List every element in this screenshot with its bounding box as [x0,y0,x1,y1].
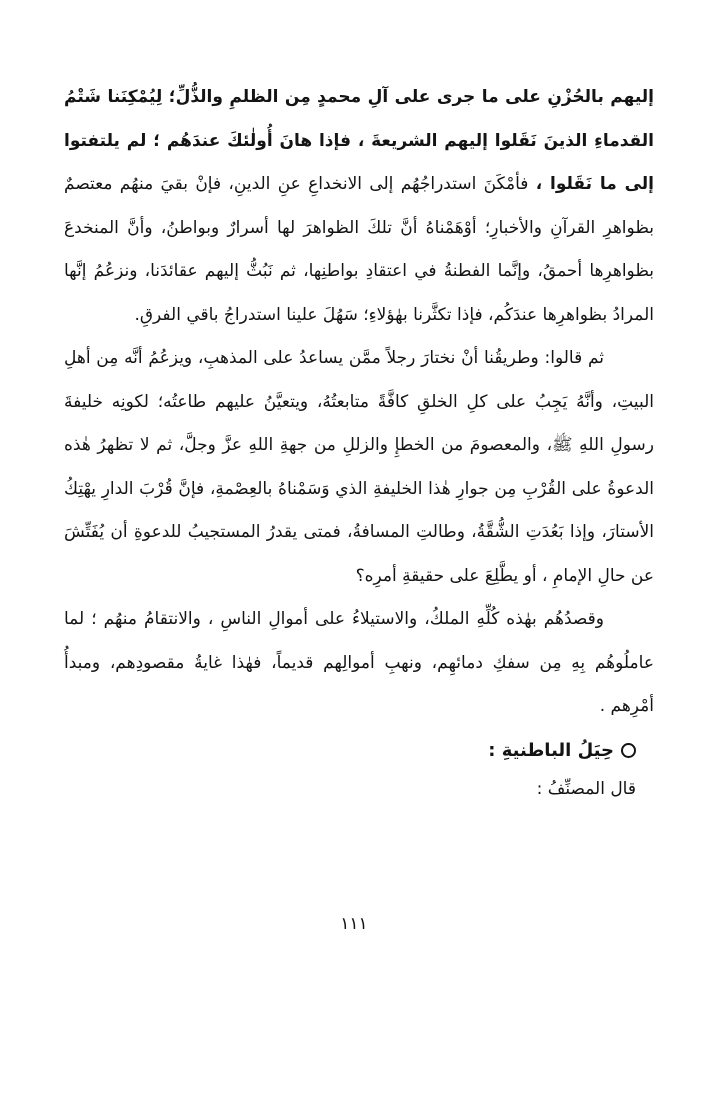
paragraph-1 [64,76,654,337]
circle-bullet-icon [621,743,636,758]
author-says-line: قال المصنِّفُ : [536,778,636,799]
paragraph-1-regular-part: فأمْكَنَ استدراجُهُم إلى الانخداعِ عنِ الدينِ، فإنْ بقيَ منهُم معتصمٌ بظواهرِ القرآنِ والأخبارِ؛ أوْهَمْناهُ أنَّ تلكَ الظواهرَ لها أسرارٌ وبواطنُ، وأنَّ المنخدعَ بظواهرِها أحمقُ، وإنَّما الفطنةُ في اعتقادِ بواطنِها، ثم نَبُثُّ إليهم عقائدَنا، ونزعُمُ إنَّها المرادُ بظواهرِها عندَكُم، فإذا تكثَّرنا بهٰؤلاءِ؛ سَهُلَ علينا استدراجُ باقي الفرقِ. [64,174,654,325]
section-heading-text: حِيَلُ الباطنيةِ : [488,739,614,761]
paragraph-3: وقصدُهُم بهٰذه كُلِّهِ الملكُ، والاستيلاءُ على أموالِ الناسِ ، والانتقامُ منهُم ؛ لما عاملُوهُم بِهِ مِن سفكِ دمائهِم، ونهبِ أموالِهم قديماً، فهٰذا غايةُ مقصودِهم، ومبدأُ أمْرِهم . [64,609,654,716]
paragraph-1-bold-part: إليهم بالحُزْنِ على ما جرى على آلِ محمدٍ مِن الظلمِ والذُّلِّ؛ لِيُمْكِنَنا شَتْمُ القدماءِ الذينَ نَقَلوا إليهم الشريعةَ ، فإذا هانَ أُولٰئكَ عندَهُم ؛ لم يلتفتوا إلى ما نَقَلوا ، [64,87,655,194]
paragraph-2: ثم قالوا: وطريقُنا أنْ نختارَ رجلاً ممَّن يساعدُ على المذهبِ، ويزعُمُ أنَّه مِن أهلِ البيتِ، وأنَّهُ يَجِبُ على كلِ الخلقِ كافَّةً متابعتُهُ، ويتعيَّنُ عليهم طاعتُه؛ لكونِه خليفةَ رسولِ اللهِ ﷺ، والمعصومَ من الخطإِ والزللِ من جهةِ اللهِ عزَّ وجلَّ، ثم لا تظهرُ هٰذه الدعوةُ على القُرْبِ مِن جوارِ هٰذا الخليفةِ الذي وَسَمْناهُ بالعِصْمةِ، فإنَّ قُرْبَ الدارِ يهْتِكُ الأستارَ، وإذا بَعُدَتِ الشُّقَّةُ، وطالتِ المسافةُ، فمتى يقدرُ المستجيبُ للدعوةِ أن يُفَتِّشَ عن حالِ الإمامِ ، أو يطَّلِعَ على حقيقةِ أمرِه؟ [64,348,654,586]
section-heading [64,729,654,772]
page-number: ١١١ [340,914,368,934]
